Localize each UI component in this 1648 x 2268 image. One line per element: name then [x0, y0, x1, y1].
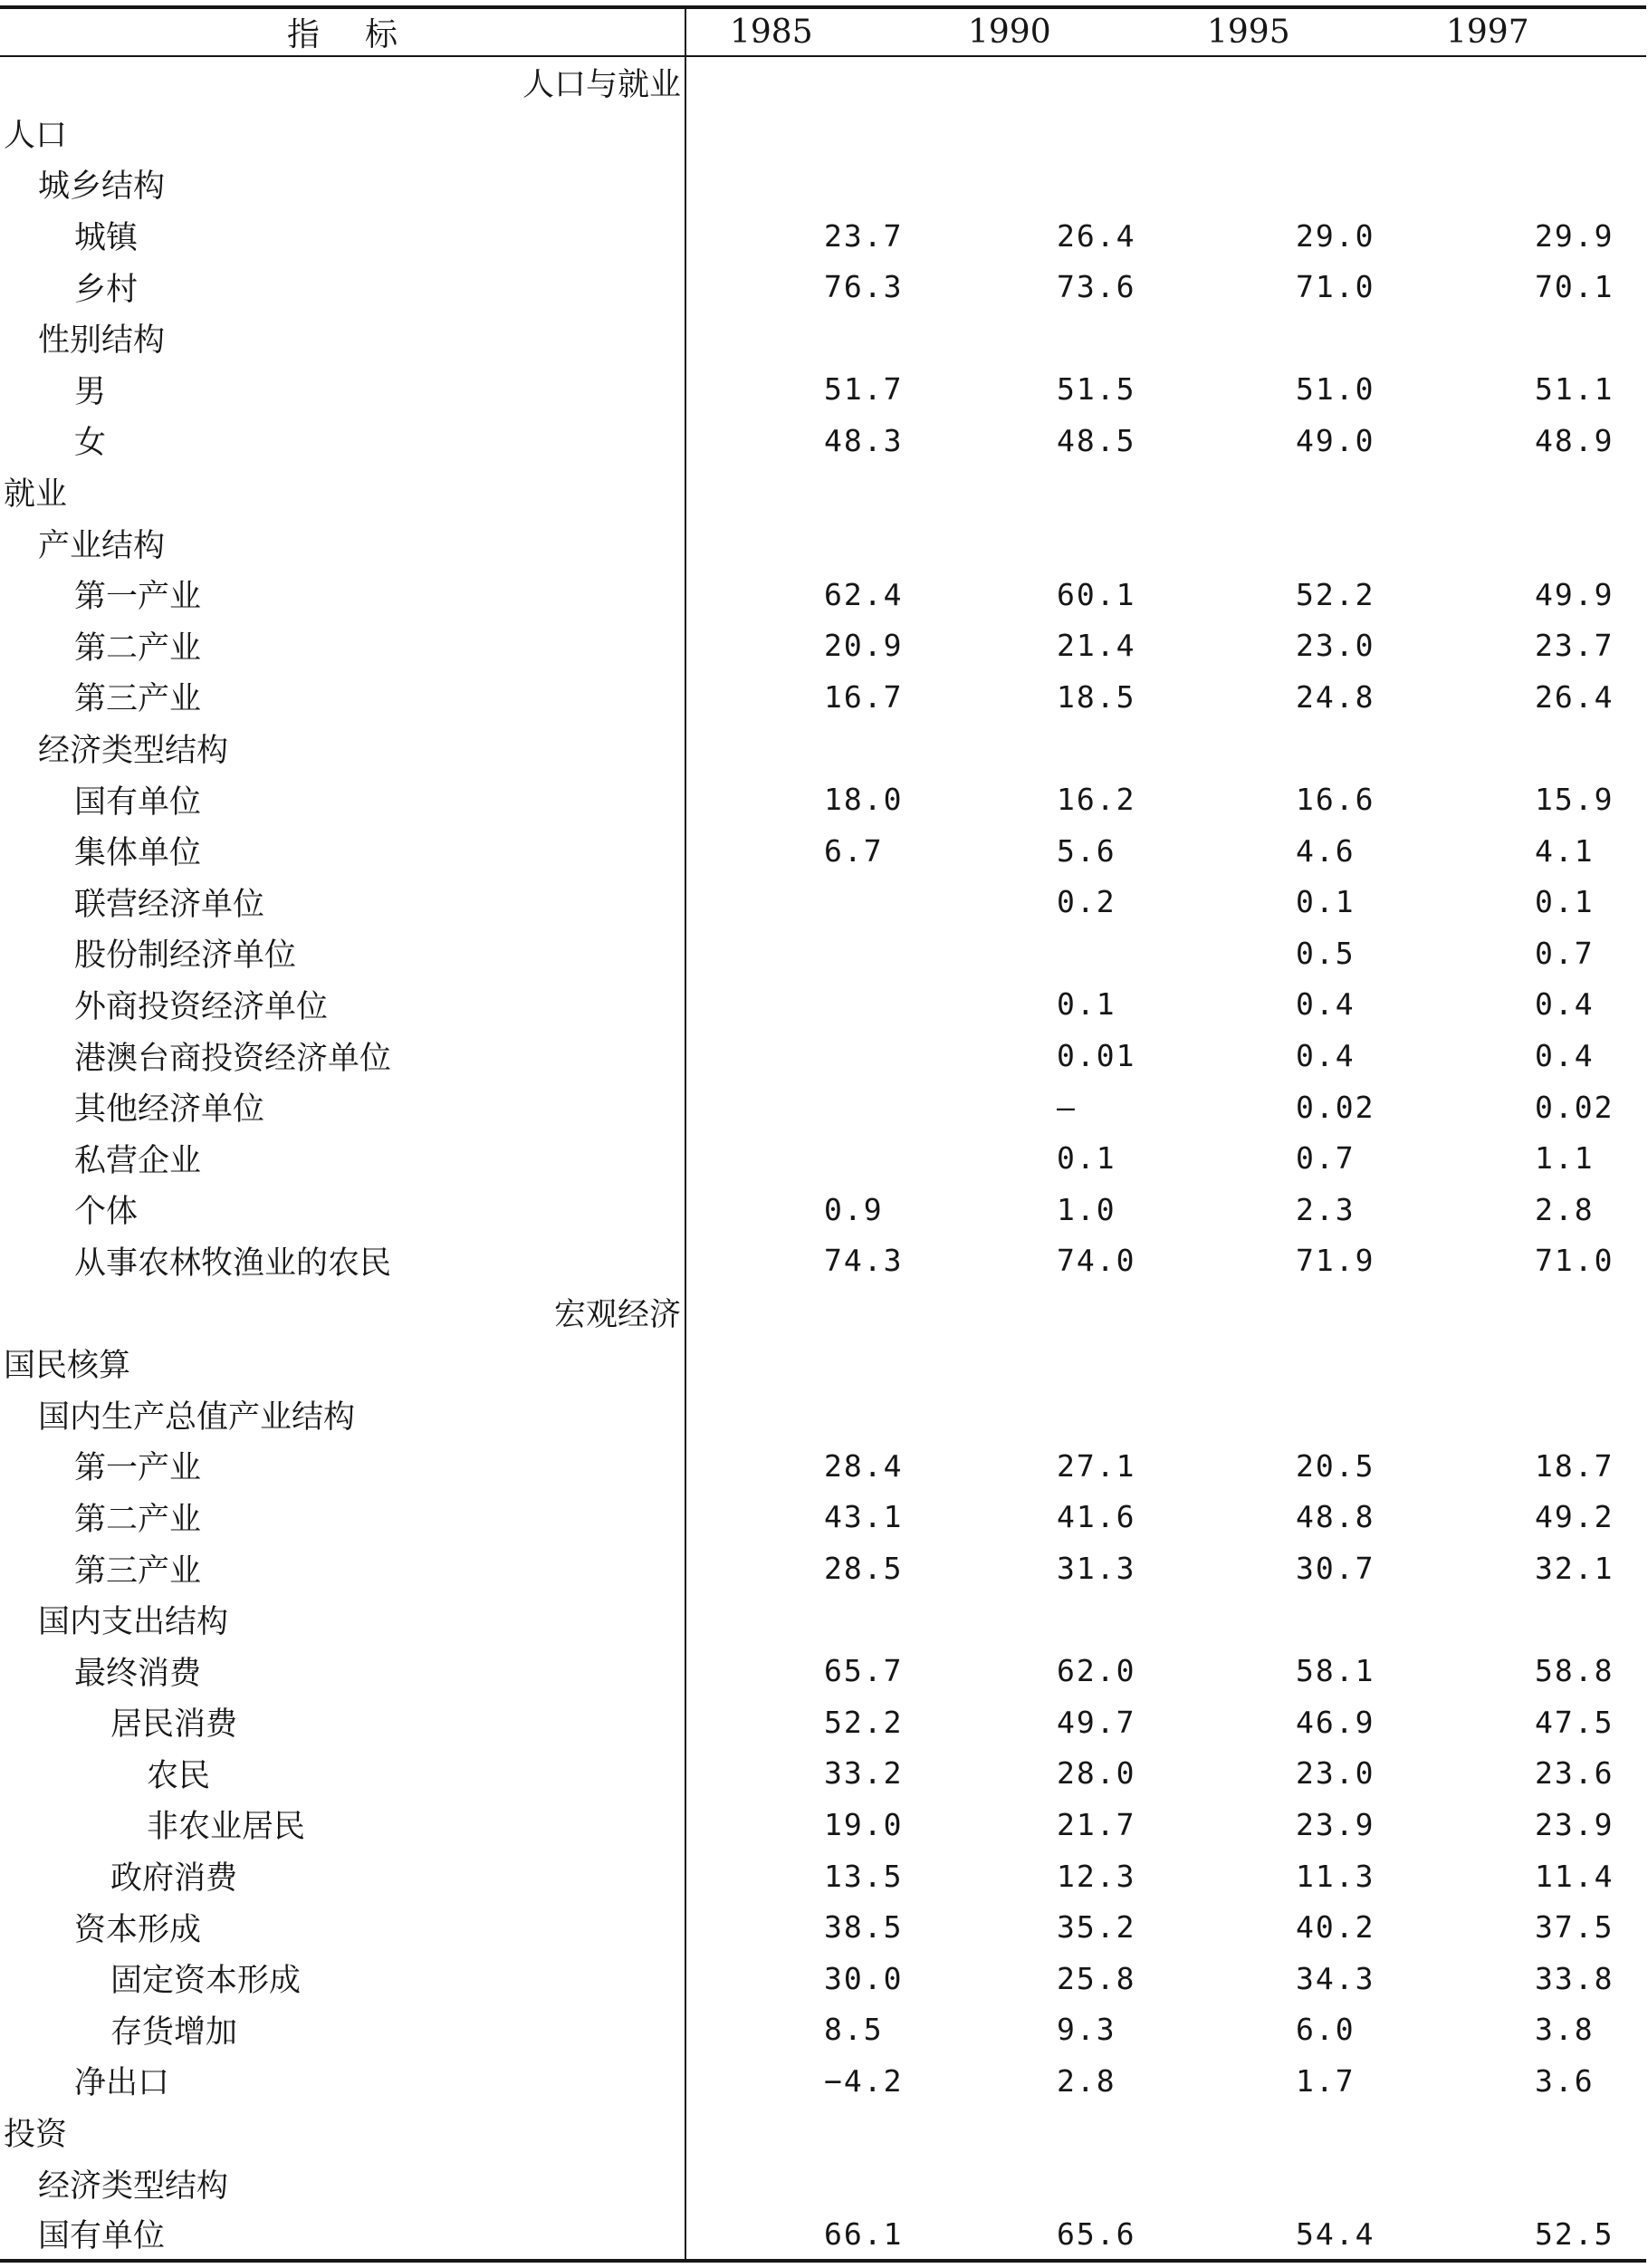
table-row — [0, 723, 1646, 774]
value-cell-1985 — [685, 517, 925, 569]
value-cell-1997: 29.9 — [1535, 217, 1614, 254]
table-row — [0, 1953, 1646, 2004]
table-row — [0, 2209, 1646, 2261]
section-row — [0, 1286, 1646, 1338]
value-cell-1995 — [1164, 312, 1403, 364]
row-label: 国内生产总值产业结构 — [0, 1389, 685, 1440]
value-cell-1997: 2.8 — [1535, 1191, 1595, 1227]
row-label: 个体 — [0, 1184, 685, 1235]
value-cell-1995 — [1164, 517, 1403, 569]
value-cell-1985: 6.7 — [824, 832, 884, 869]
value-cell-1997: 23.9 — [1535, 1806, 1614, 1842]
header-indicator: 指标 — [0, 7, 685, 56]
table-row — [0, 312, 1646, 364]
value-cell-1985: 28.5 — [824, 1551, 904, 1587]
row-label: 第二产业 — [0, 1492, 685, 1543]
table-row — [0, 1389, 1646, 1440]
empty-cell — [1403, 56, 1646, 108]
value-cell-1985: 30.0 — [824, 1960, 904, 1996]
table-row — [0, 2107, 1646, 2158]
empty-cell — [1164, 1286, 1403, 1338]
section-row — [0, 56, 1646, 108]
value-cell-1990: 25.8 — [1057, 1960, 1136, 1996]
value-cell-1985 — [685, 2157, 925, 2209]
value-cell-1990: 0.2 — [1057, 884, 1116, 920]
value-cell-1997: 49.2 — [1535, 1499, 1614, 1535]
value-cell-1985 — [685, 723, 925, 774]
table-row — [0, 1235, 1646, 1287]
value-cell-1985: 65.7 — [824, 1653, 904, 1689]
value-cell-1997 — [1403, 466, 1646, 518]
table-row — [0, 364, 1646, 416]
value-cell-1997: 0.7 — [1535, 935, 1595, 971]
value-cell-1990: 60.1 — [1057, 576, 1136, 612]
value-cell-1985 — [685, 927, 925, 979]
value-cell-1985: 0.9 — [824, 1191, 884, 1227]
value-cell-1985: 51.7 — [824, 371, 904, 408]
value-cell-1990 — [925, 723, 1164, 774]
value-cell-1995: 0.4 — [1296, 986, 1356, 1023]
table-row — [0, 979, 1646, 1031]
row-label: 私营企业 — [0, 1132, 685, 1184]
value-cell-1997: 58.8 — [1535, 1653, 1614, 1689]
value-cell-1997: 18.7 — [1535, 1447, 1614, 1484]
value-cell-1997: 4.1 — [1535, 832, 1595, 869]
value-cell-1995: 0.02 — [1296, 1089, 1375, 1125]
value-cell-1985: 76.3 — [824, 269, 904, 305]
empty-cell — [925, 1286, 1164, 1338]
value-cell-1995 — [1164, 466, 1403, 518]
value-cell-1985 — [685, 1389, 925, 1440]
value-cell-1995: 54.4 — [1164, 2209, 1403, 2261]
header-year-1997: 1997 — [1403, 7, 1646, 56]
table-row — [0, 1338, 1646, 1389]
header-year-1995: 1995 — [1164, 7, 1403, 56]
value-cell-1985 — [685, 1338, 925, 1389]
value-cell-1985: 38.5 — [824, 1909, 904, 1946]
value-cell-1990: 0.1 — [1057, 986, 1116, 1023]
value-cell-1997: 52.5 — [1403, 2209, 1646, 2261]
row-label: 第一产业 — [0, 569, 685, 620]
value-cell-1995: 11.3 — [1296, 1858, 1375, 1894]
value-cell-1995: 6.0 — [1296, 2012, 1356, 2048]
row-label: 经济类型结构 — [0, 2157, 685, 2209]
value-cell-1997: 15.9 — [1535, 782, 1614, 818]
table-header — [0, 7, 1646, 56]
row-label: 农民 — [0, 1748, 685, 1800]
value-cell-1997: 37.5 — [1535, 1909, 1614, 1946]
table-row — [0, 1542, 1646, 1594]
header-year-1985: 1985 — [685, 7, 925, 56]
row-label: 净出口 — [0, 2055, 685, 2107]
value-cell-1985 — [685, 1594, 925, 1646]
value-cell-1997: 33.8 — [1535, 1960, 1614, 1996]
value-cell-1995: 0.4 — [1296, 1038, 1356, 1074]
table-row — [0, 620, 1646, 672]
value-cell-1990: 41.6 — [1057, 1499, 1136, 1535]
row-label: 人口 — [0, 108, 685, 159]
table-row — [0, 261, 1646, 312]
value-cell-1985 — [685, 159, 925, 210]
row-label: 非农业居民 — [0, 1799, 685, 1850]
row-label: 第一产业 — [0, 1440, 685, 1492]
value-cell-1995: 23.0 — [1296, 1755, 1375, 1792]
table-row — [0, 877, 1646, 928]
value-cell-1995: 46.9 — [1296, 1704, 1375, 1740]
row-label: 经济类型结构 — [0, 723, 685, 774]
row-label: 从事农林牧渔业的农民 — [0, 1235, 685, 1287]
value-cell-1997: 0.02 — [1535, 1089, 1614, 1125]
row-label: 国内支出结构 — [0, 1594, 685, 1646]
empty-cell — [1164, 56, 1403, 108]
value-cell-1995 — [1164, 1594, 1403, 1646]
table-row — [0, 1799, 1646, 1850]
value-cell-1997: 3.8 — [1535, 2012, 1595, 2048]
value-cell-1995: 52.2 — [1296, 576, 1375, 612]
table-row — [0, 466, 1646, 518]
value-cell-1990: 2.8 — [1057, 2062, 1116, 2099]
value-cell-1990: 31.3 — [1057, 1551, 1136, 1587]
value-cell-1995: 2.3 — [1296, 1191, 1356, 1227]
table-row — [0, 1030, 1646, 1081]
value-cell-1997: 70.1 — [1535, 269, 1614, 305]
table-row — [0, 1440, 1646, 1492]
empty-cell — [685, 56, 925, 108]
value-cell-1997 — [1403, 159, 1646, 210]
value-cell-1997: 47.5 — [1535, 1704, 1614, 1740]
table-row — [0, 2004, 1646, 2056]
row-label: 男 — [0, 364, 685, 416]
value-cell-1985: 16.7 — [824, 678, 904, 715]
value-cell-1990 — [925, 1338, 1164, 1389]
value-cell-1997: 49.9 — [1535, 576, 1614, 612]
value-cell-1997 — [1403, 517, 1646, 569]
value-cell-1995 — [1164, 108, 1403, 159]
value-cell-1990 — [925, 2107, 1164, 2158]
value-cell-1990 — [925, 2157, 1164, 2209]
value-cell-1995: 49.0 — [1296, 422, 1375, 458]
table-row — [0, 159, 1646, 210]
value-cell-1997: 23.7 — [1535, 628, 1614, 664]
row-label: 就业 — [0, 466, 685, 518]
value-cell-1985 — [685, 1081, 925, 1133]
row-label: 港澳台商投资经济单位 — [0, 1030, 685, 1081]
value-cell-1985: −4.2 — [824, 2062, 904, 2099]
value-cell-1997: 32.1 — [1535, 1551, 1614, 1587]
section-title: 人口与就业 — [0, 56, 685, 108]
value-cell-1990: 26.4 — [1057, 217, 1136, 254]
value-cell-1995: 48.8 — [1296, 1499, 1375, 1535]
value-cell-1990: 48.5 — [1057, 422, 1136, 458]
value-cell-1985: 33.2 — [824, 1755, 904, 1792]
value-cell-1985 — [685, 2107, 925, 2158]
table-row — [0, 1184, 1646, 1235]
value-cell-1990 — [925, 312, 1164, 364]
value-cell-1990: 28.0 — [1057, 1755, 1136, 1792]
value-cell-1985 — [685, 979, 925, 1031]
value-cell-1995: 40.2 — [1296, 1909, 1375, 1946]
value-cell-1990: 18.5 — [1057, 678, 1136, 715]
table-row — [0, 108, 1646, 159]
table-row — [0, 569, 1646, 620]
table-row — [0, 671, 1646, 723]
value-cell-1985: 8.5 — [824, 2012, 884, 2048]
value-cell-1995: 20.5 — [1296, 1447, 1375, 1484]
table-row — [0, 1901, 1646, 1953]
value-cell-1995: 23.0 — [1296, 628, 1375, 664]
empty-cell — [685, 1286, 925, 1338]
row-label: 女 — [0, 415, 685, 466]
row-label: 居民消费 — [0, 1696, 685, 1748]
table-row — [0, 1132, 1646, 1184]
value-cell-1995: 51.0 — [1296, 371, 1375, 408]
value-cell-1995: 30.7 — [1296, 1551, 1375, 1587]
table-row — [0, 1594, 1646, 1646]
value-cell-1997 — [1403, 1389, 1646, 1440]
value-cell-1990 — [925, 108, 1164, 159]
value-cell-1997: 51.1 — [1535, 371, 1614, 408]
table-row — [0, 927, 1646, 979]
table-row — [0, 415, 1646, 466]
value-cell-1997: 0.4 — [1535, 1038, 1595, 1074]
table-row — [0, 2055, 1646, 2107]
empty-cell — [925, 56, 1164, 108]
row-label: 固定资本形成 — [0, 1953, 685, 2004]
value-cell-1985: 43.1 — [824, 1499, 904, 1535]
value-cell-1995: 71.9 — [1296, 1243, 1375, 1279]
value-cell-1995: 29.0 — [1296, 217, 1375, 254]
table-row — [0, 1645, 1646, 1696]
value-cell-1990: 0.1 — [1057, 1140, 1116, 1177]
header-row — [0, 7, 1646, 56]
section-title: 宏观经济 — [0, 1286, 685, 1338]
value-cell-1995 — [1164, 723, 1403, 774]
row-label: 集体单位 — [0, 825, 685, 877]
row-label: 第二产业 — [0, 620, 685, 672]
value-cell-1997: 26.4 — [1535, 678, 1614, 715]
value-cell-1990: 21.7 — [1057, 1806, 1136, 1842]
value-cell-1985 — [685, 877, 925, 928]
table-row — [0, 825, 1646, 877]
table-row — [0, 1696, 1646, 1748]
row-label: 国民核算 — [0, 1338, 685, 1389]
table-row — [0, 774, 1646, 825]
value-cell-1990: 62.0 — [1057, 1653, 1136, 1689]
table-body — [0, 56, 1646, 2261]
table-row — [0, 1748, 1646, 1800]
row-label: 政府消费 — [0, 1850, 685, 1902]
row-label: 存货增加 — [0, 2004, 685, 2056]
value-cell-1985 — [685, 1030, 925, 1081]
value-cell-1997: 0.1 — [1535, 884, 1595, 920]
row-label: 联营经济单位 — [0, 877, 685, 928]
value-cell-1985: 28.4 — [824, 1447, 904, 1484]
value-cell-1997 — [1403, 108, 1646, 159]
row-label: 外商投资经济单位 — [0, 979, 685, 1031]
empty-cell — [1403, 1286, 1646, 1338]
value-cell-1997 — [1403, 1594, 1646, 1646]
value-cell-1990: 49.7 — [1057, 1704, 1136, 1740]
value-cell-1995 — [1164, 1389, 1403, 1440]
value-cell-1985 — [685, 1132, 925, 1184]
value-cell-1995 — [1164, 159, 1403, 210]
value-cell-1990: 27.1 — [1057, 1447, 1136, 1484]
value-cell-1990: 5.6 — [1057, 832, 1116, 869]
value-cell-1995: 0.7 — [1296, 1140, 1356, 1177]
value-cell-1995: 1.7 — [1296, 2062, 1356, 2099]
value-cell-1997 — [1403, 2107, 1646, 2158]
value-cell-1995: 23.9 — [1296, 1806, 1375, 1842]
value-cell-1985: 48.3 — [824, 422, 904, 458]
value-cell-1985: 52.2 — [824, 1704, 904, 1740]
value-cell-1990: 65.6 — [925, 2209, 1164, 2261]
value-cell-1997: 11.4 — [1535, 1858, 1614, 1894]
value-cell-1995: 34.3 — [1296, 1960, 1375, 1996]
value-cell-1985: 13.5 — [824, 1858, 904, 1894]
value-cell-1995: 58.1 — [1296, 1653, 1375, 1689]
value-cell-1997: 48.9 — [1535, 422, 1614, 458]
row-label: 产业结构 — [0, 517, 685, 569]
value-cell-1997: 0.4 — [1535, 986, 1595, 1023]
value-cell-1990: — — [1057, 1089, 1077, 1125]
value-cell-1997: 3.6 — [1535, 2062, 1595, 2099]
value-cell-1985 — [685, 108, 925, 159]
row-label: 股份制经济单位 — [0, 927, 685, 979]
value-cell-1985: 18.0 — [824, 782, 904, 818]
header-year-1990: 1990 — [925, 7, 1164, 56]
value-cell-1990: 35.2 — [1057, 1909, 1136, 1946]
value-cell-1985: 19.0 — [824, 1806, 904, 1842]
value-cell-1990: 16.2 — [1057, 782, 1136, 818]
table-row — [0, 1492, 1646, 1543]
row-label: 性别结构 — [0, 312, 685, 364]
row-label: 投资 — [0, 2107, 685, 2158]
table-row — [0, 1850, 1646, 1902]
value-cell-1985: 66.1 — [685, 2209, 925, 2261]
value-cell-1985 — [685, 312, 925, 364]
value-cell-1997: 1.1 — [1535, 1140, 1595, 1177]
value-cell-1995: 71.0 — [1296, 269, 1375, 305]
row-label: 第三产业 — [0, 671, 685, 723]
value-cell-1990 — [925, 1594, 1164, 1646]
row-label: 城乡结构 — [0, 159, 685, 210]
row-label: 乡村 — [0, 261, 685, 312]
value-cell-1985 — [685, 466, 925, 518]
value-cell-1985: 20.9 — [824, 628, 904, 664]
value-cell-1995 — [1164, 2107, 1403, 2158]
table-row — [0, 517, 1646, 569]
value-cell-1990 — [925, 159, 1164, 210]
row-label: 资本形成 — [0, 1901, 685, 1953]
statistics-table — [0, 5, 1646, 2263]
row-label: 国有单位 — [0, 2209, 685, 2261]
value-cell-1995: 0.1 — [1296, 884, 1356, 920]
value-cell-1990 — [925, 927, 1164, 979]
value-cell-1995: 0.5 — [1296, 935, 1356, 971]
value-cell-1995: 16.6 — [1296, 782, 1375, 818]
row-label: 其他经济单位 — [0, 1081, 685, 1133]
value-cell-1997 — [1403, 312, 1646, 364]
value-cell-1985: 23.7 — [824, 217, 904, 254]
value-cell-1997 — [1403, 723, 1646, 774]
value-cell-1990: 9.3 — [1057, 2012, 1116, 2048]
value-cell-1997: 23.6 — [1535, 1755, 1614, 1792]
row-label: 城镇 — [0, 210, 685, 262]
table-row — [0, 210, 1646, 262]
value-cell-1990 — [925, 466, 1164, 518]
value-cell-1990 — [925, 1389, 1164, 1440]
value-cell-1990: 21.4 — [1057, 628, 1136, 664]
table-row — [0, 1081, 1646, 1133]
table-row — [0, 2157, 1646, 2209]
value-cell-1997: 71.0 — [1535, 1243, 1614, 1279]
value-cell-1990 — [925, 517, 1164, 569]
row-label: 国有单位 — [0, 774, 685, 825]
value-cell-1995: 24.8 — [1296, 678, 1375, 715]
value-cell-1990: 0.01 — [1057, 1038, 1136, 1074]
row-label: 第三产业 — [0, 1542, 685, 1594]
value-cell-1995 — [1164, 2157, 1403, 2209]
value-cell-1990: 73.6 — [1057, 269, 1136, 305]
value-cell-1985: 74.3 — [824, 1243, 904, 1279]
value-cell-1990: 74.0 — [1057, 1243, 1136, 1279]
value-cell-1985: 62.4 — [824, 576, 904, 612]
value-cell-1997 — [1403, 2157, 1646, 2209]
value-cell-1990: 51.5 — [1057, 371, 1136, 408]
row-label: 最终消费 — [0, 1645, 685, 1696]
value-cell-1997 — [1403, 1338, 1646, 1389]
value-cell-1995 — [1164, 1338, 1403, 1389]
value-cell-1995: 4.6 — [1296, 832, 1356, 869]
value-cell-1990: 1.0 — [1057, 1191, 1116, 1227]
value-cell-1990: 12.3 — [1057, 1858, 1136, 1894]
